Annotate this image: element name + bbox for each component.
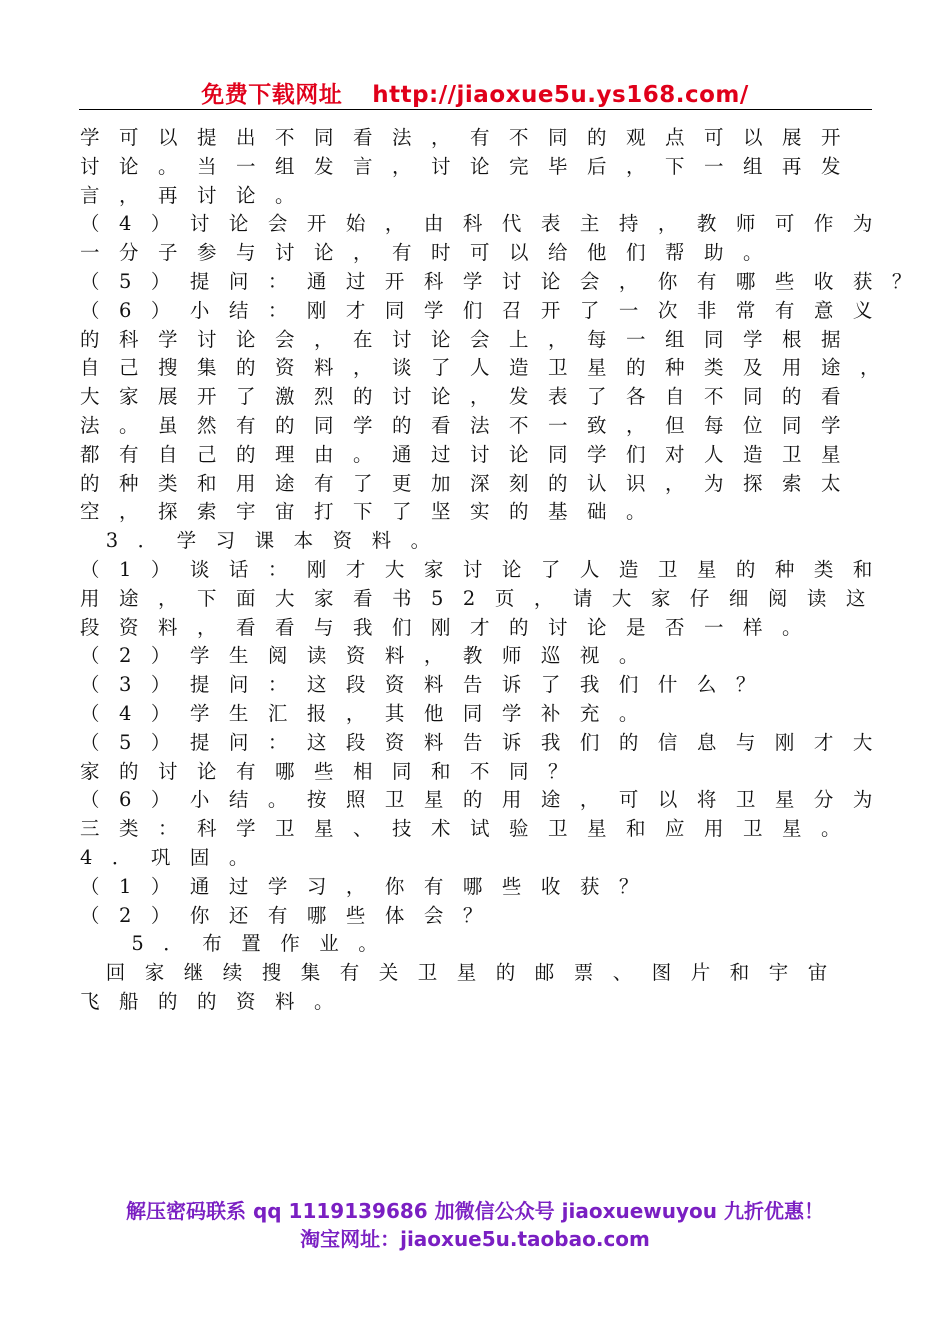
- section-heading: 3．学习课本资料。: [80, 529, 450, 553]
- header-divider: [79, 109, 872, 110]
- text-line: 三类：科学卫星、技术试验卫星和应用卫星。: [80, 817, 861, 841]
- text-line: 用途，下面大家看书52页，请大家仔细阅读这: [80, 586, 885, 610]
- text-line: 自己搜集的资料，谈了人造卫星的种类及用途，: [80, 356, 900, 380]
- text-line: （1）通过学习，你有哪些收获？: [80, 874, 658, 898]
- text-line: 都有自己的理由。通过讨论同学们对人造卫星: [80, 442, 861, 466]
- header-label: 免费下载网址: [201, 82, 343, 108]
- page-footer: [0, 1197, 950, 1253]
- footer-taobao-link[interactable]: 淘宝网址：jiaoxue5u.taobao.com: [300, 1227, 650, 1251]
- text-line: 回家继续搜集有关卫星的邮票、图片和宇宙: [80, 961, 847, 985]
- document-body: [80, 124, 931, 1017]
- text-line: （1）谈话：刚才大家讨论了人造卫星的种类和: [80, 557, 892, 581]
- text-line: 法。虽然有的同学的看法不一致，但每位同学: [80, 413, 861, 437]
- text-line: （4）讨论会开始，由科代表主持，教师可作为: [80, 212, 892, 236]
- text-line: 大家展开了激烈的讨论，发表了各自不同的看: [80, 385, 861, 409]
- section-heading: 5．布置作业。: [80, 932, 398, 956]
- text-line: （5）提问：通过开科学讨论会，你有哪些收获？: [80, 269, 931, 293]
- section-heading: 4．巩固。: [80, 845, 268, 869]
- footer-contact-line: 解压密码联系 qq 1119139686 加微信公众号 jiaoxuewuyou 九折优惠！: [126, 1199, 824, 1223]
- text-line: 的科学讨论会，在讨论会上，每一组同学根据: [80, 327, 861, 351]
- text-line: 的种类和用途有了更加深刻的认识，为探索太: [80, 471, 861, 495]
- text-line: 家的讨论有哪些相同和不同？: [80, 759, 588, 783]
- text-line: （6）小结：刚才同学们召开了一次非常有意义: [80, 298, 892, 322]
- text-line: 言，再讨论。: [80, 183, 315, 207]
- page-header: [0, 76, 950, 109]
- text-line: （3）提问：这段资料告诉了我们什么？: [80, 673, 775, 697]
- header-url-link[interactable]: http://jiaoxue5u.ys168.com/: [372, 82, 749, 108]
- text-line: 空，探索宇宙打下了坚实的基础。: [80, 500, 666, 524]
- text-line: 学可以提出不同看法，有不同的观点可以展开: [80, 126, 861, 149]
- text-line: （6）小结。按照卫星的用途，可以将卫星分为: [80, 788, 892, 812]
- text-line: （2）学生阅读资料，教师巡视。: [80, 644, 658, 668]
- text-line: 讨论。当一组发言，讨论完毕后，下一组再发: [80, 154, 861, 178]
- text-line: （2）你还有哪些体会？: [80, 903, 502, 927]
- text-line: 一分子参与讨论，有时可以给他们帮助。: [80, 241, 783, 265]
- text-line: 飞船的的资料。: [80, 989, 354, 1013]
- text-line: 段资料，看看与我们刚才的讨论是否一样。: [80, 615, 822, 639]
- text-line: （5）提问：这段资料告诉我们的信息与刚才大: [80, 730, 892, 754]
- text-line: （4）学生汇报，其他同学补充。: [80, 701, 658, 725]
